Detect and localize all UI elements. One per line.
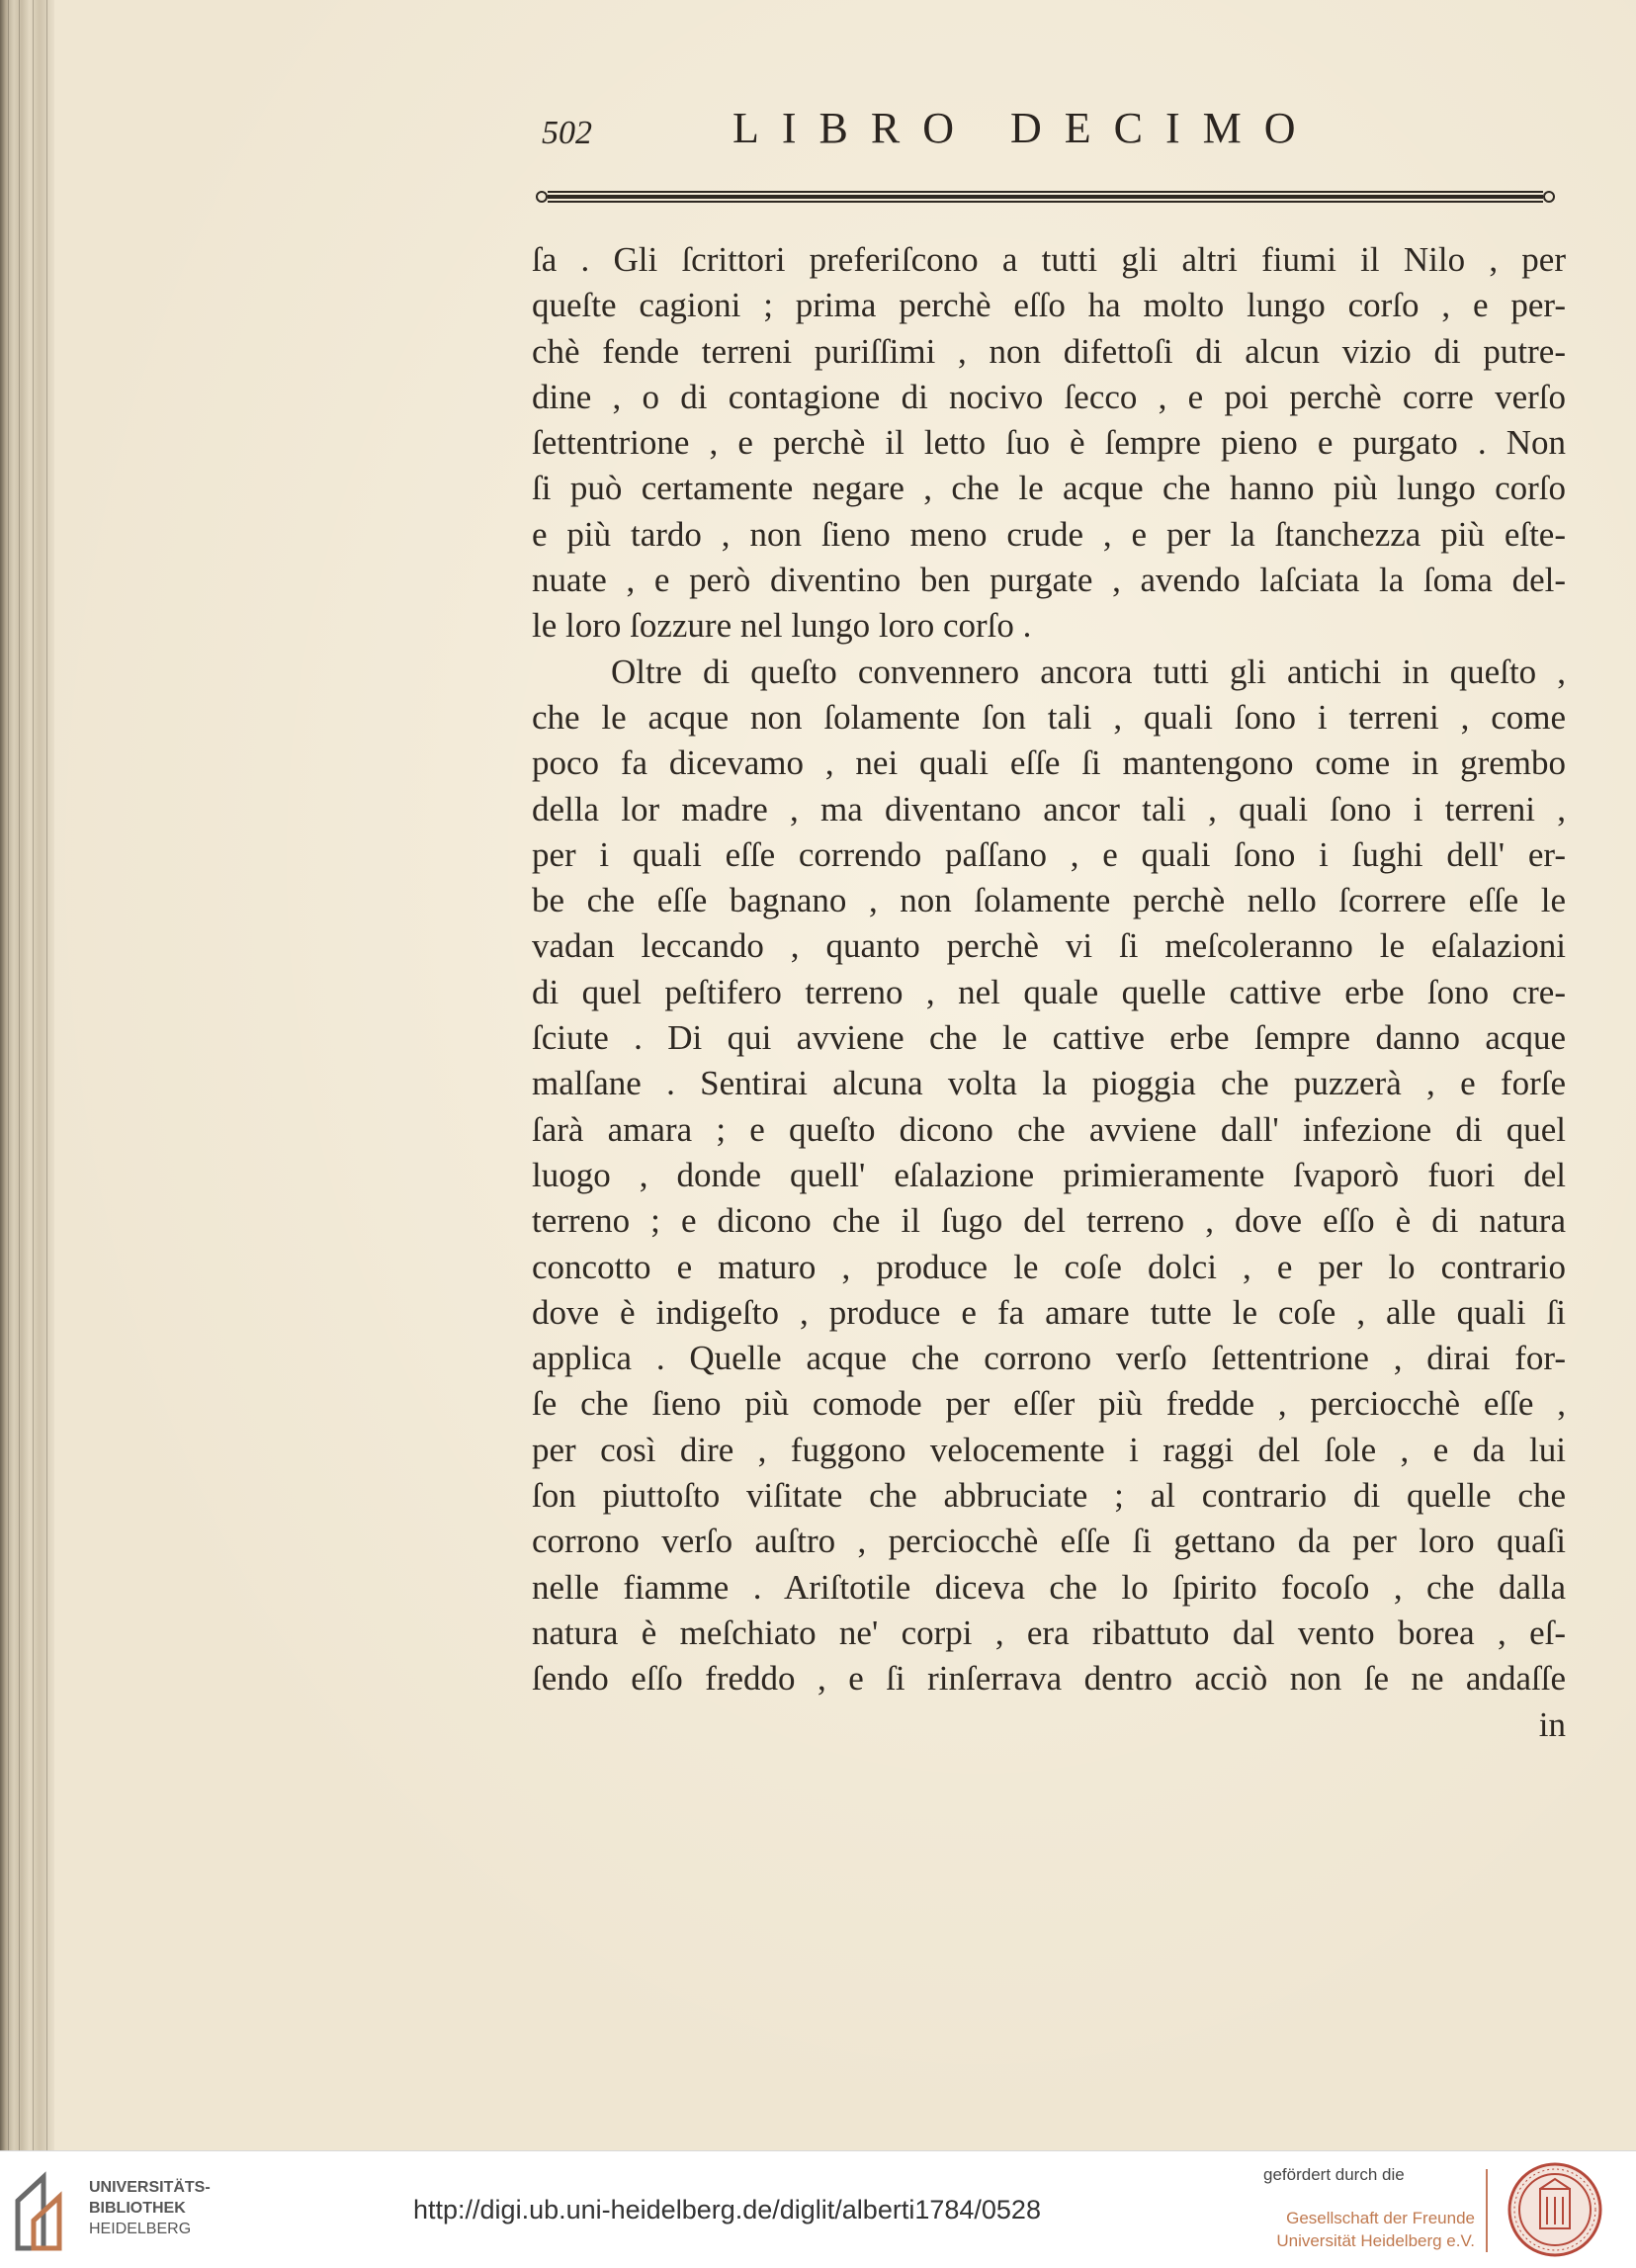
text-line: queſte cagioni ; prima perchè eſſo ha molto lungo corſo , e per- [532, 286, 1566, 325]
library-logo-text [89, 2177, 211, 2239]
university-seal-icon[interactable] [1507, 2161, 1603, 2258]
text-line: ſettentrione , e perchè il letto ſuo è ſempre pieno e purgato . Non [532, 423, 1566, 463]
text-line: ſa . Gli ſcrittori preferiſcono a tutti gli altri fiumi il Nilo , per [532, 240, 1566, 279]
logo-line: HEIDELBERG [89, 2221, 192, 2237]
text-line: di quel peſtifero terreno , nel quale quelle cattive erbe ſono cre- [532, 972, 1566, 1011]
library-logo-icon[interactable] [14, 2171, 77, 2254]
page-number: 502 [542, 115, 592, 151]
catchword: in [1538, 1704, 1566, 1744]
logo-line: UNIVERSITÄTS- [89, 2179, 211, 2196]
text-line: ſe che ſieno più comode per eſſer più fredde , perciocchè eſſe , [532, 1384, 1566, 1424]
page-edge-line [33, 0, 34, 2150]
text-line: le loro ſozzure nel lungo loro corſo . [532, 606, 1032, 646]
text-line: corrono verſo auſtro , perciocchè eſſe ſi gettano da per loro quaſi [532, 1522, 1566, 1561]
text-line: ſarà amara ; e queſto dicono che avviene dall' infezione di quel [532, 1109, 1566, 1149]
text-line: natura è meſchiato ne' corpi , era ribattuto dal vento borea , eſ- [532, 1613, 1566, 1652]
text-line: be che eſſe bagnano , non ſolamente perchè nello ſcorrere eſſe le [532, 881, 1566, 920]
text-line: ſi può certamente negare , che le acque che hanno più lungo corſo [532, 469, 1566, 508]
text-line: luogo , donde quell' eſalazione primieramente ſvaporò fuori del [532, 1155, 1566, 1194]
text-line: nuate , e però diventino ben purgate , avendo laſciata la ſoma del- [532, 561, 1566, 600]
text-line: ſon piuttoſto viſitate che abbruciate ; al contrario di quelle che [532, 1476, 1566, 1516]
page-header [542, 99, 1542, 158]
running-head: LIBRO DECIMO [732, 104, 1319, 152]
text-line: terreno ; e dicono che il ſugo del terreno , dove eſſo è di natura [532, 1201, 1566, 1241]
text-line: vadan leccando , quanto perchè vi ſi meſcoleranno le eſalazioni [532, 926, 1566, 966]
permalink-url[interactable]: http://digi.ub.uni-heidelberg.de/diglit/alberti1784/0528 [413, 2195, 1041, 2224]
text-line: dove è indigeſto , produce e fa amare tutte le coſe , alle quali ſi [532, 1292, 1566, 1332]
text-line: della lor madre , ma diventano ancor tali , quali ſono i terreni , [532, 789, 1566, 829]
text-line: ſendo eſſo freddo , e ſi rinſerrava dentro acciò non ſe ne andaſſe [532, 1659, 1566, 1699]
logo-line: BIBLIOTHEK [89, 2200, 186, 2217]
sponsor-name [1255, 2207, 1475, 2252]
page-edge-line [19, 0, 20, 2150]
text-line: chè fende terreni puriſſimi , non difettoſi di alcun vizio di putre- [532, 331, 1566, 371]
ornamental-rule [534, 186, 1557, 208]
sponsor-line: Gesellschaft der Freunde [1286, 2209, 1475, 2227]
sponsor-line: Universität Heidelberg e.V. [1276, 2231, 1475, 2250]
text-line: dine , o di contagione di nocivo ſecco , e poi perchè corre verſo [532, 377, 1566, 416]
text-line: che le acque non ſolamente ſon tali , quali ſono i terreni , come [532, 697, 1566, 737]
text-line: poco fa dicevamo , nei quali eſſe ſi mantengono come in grembo [532, 743, 1566, 783]
page-edge-line [46, 0, 47, 2150]
footer-divider [1486, 2169, 1488, 2252]
text-line: ſciute . Di qui avviene che le cattive erbe ſempre danno acque [532, 1018, 1566, 1058]
text-line: per i quali eſſe correndo paſſano , e quali ſono i ſughi dell' er- [532, 834, 1566, 874]
funded-by-label: gefördert durch die [1263, 2165, 1405, 2184]
digitization-footer [0, 2150, 1636, 2268]
paragraph-start-line: Oltre di queſto convennero ancora tutti gli antichi in queſto , [611, 652, 1566, 691]
body-text [532, 237, 1566, 1748]
text-line: e più tardo , non ſieno meno crude , e per la ſtanchezza più eſte- [532, 514, 1566, 554]
text-line: applica . Quelle acque che corrono verſo ſettentrione , dirai for- [532, 1339, 1566, 1378]
text-line: per così dire , fuggono velocemente i raggi del ſole , e da lui [532, 1430, 1566, 1469]
page-edge-line [8, 0, 9, 2150]
text-line: nelle fiamme . Ariſtotile diceva che lo ſpirito focoſo , che dalla [532, 1567, 1566, 1607]
text-line: concotto e maturo , produce le coſe dolci , e per lo contrario [532, 1247, 1566, 1286]
text-line: malſane . Sentirai alcuna volta la pioggia che puzzerà , e forſe [532, 1064, 1566, 1103]
